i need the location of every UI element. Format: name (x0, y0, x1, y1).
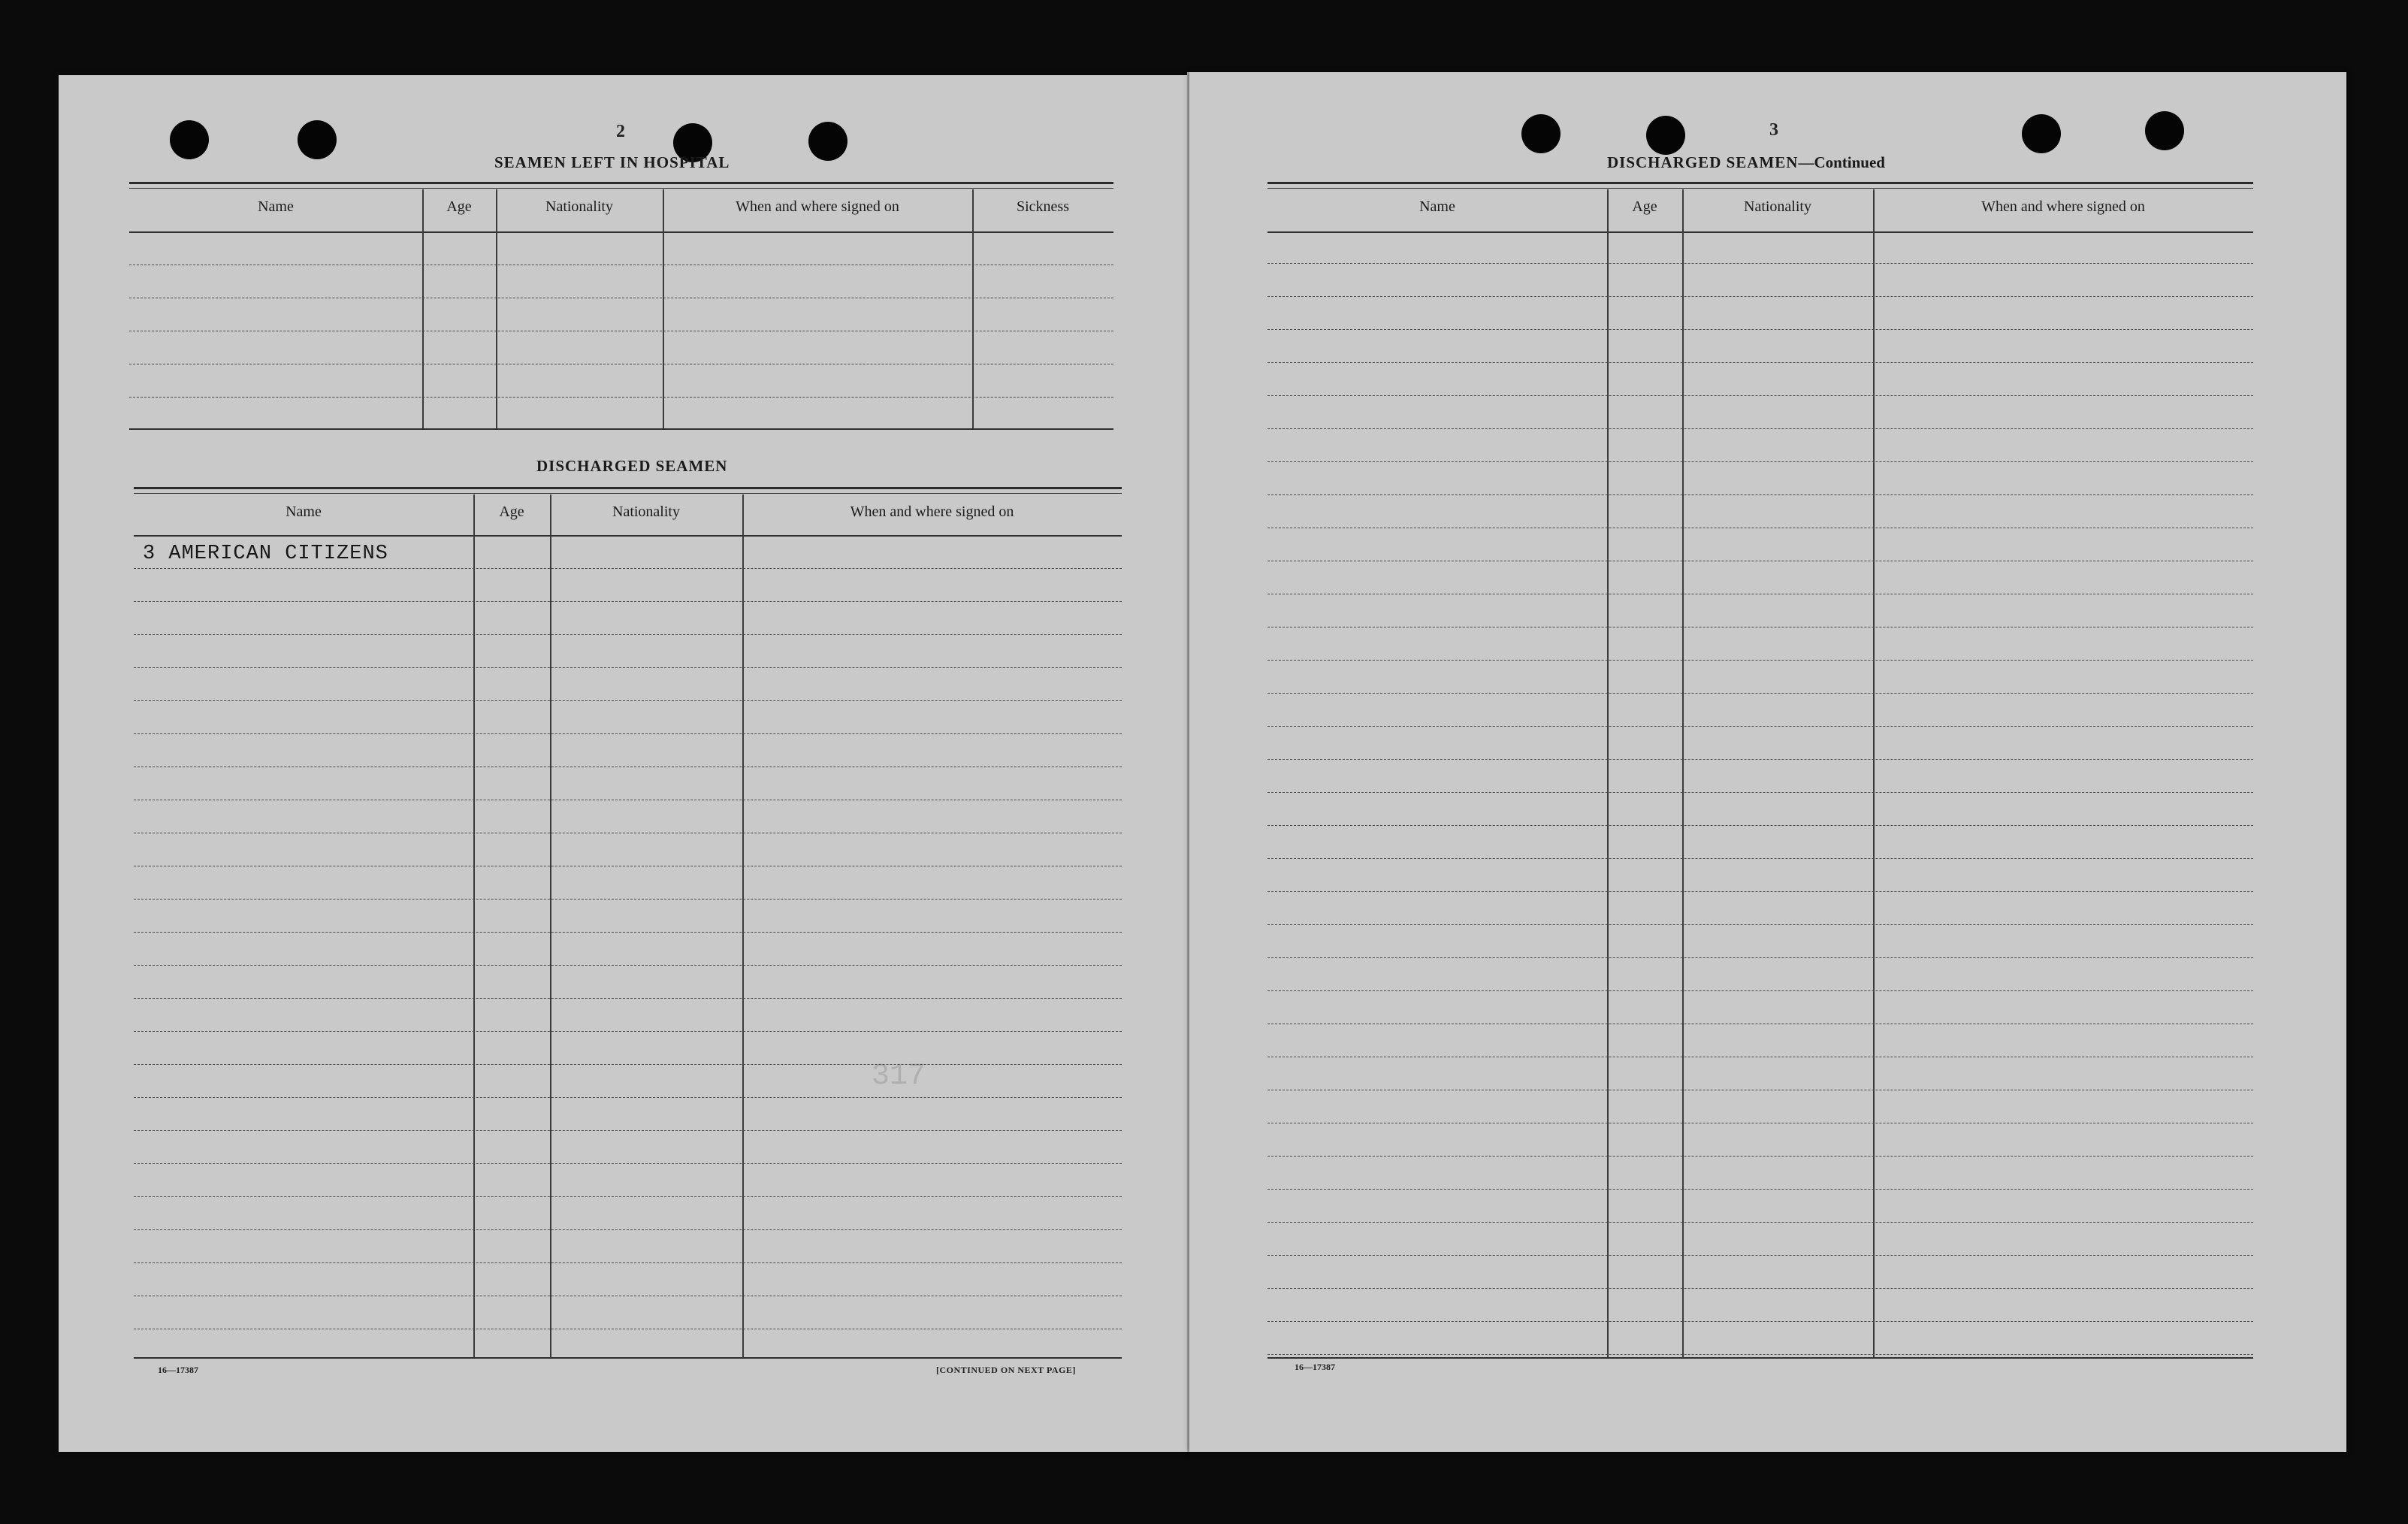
discharged-table (134, 487, 1122, 1359)
page-number: 2 (616, 122, 625, 141)
ruled-row-line (134, 733, 1122, 734)
punch-hole (170, 120, 209, 159)
discharged-continued-table (1267, 182, 2253, 1359)
ruled-row-line (134, 1229, 1122, 1230)
column-header: Nationality (612, 503, 680, 520)
column-header: Age (1632, 198, 1657, 215)
ruled-row-line (1267, 461, 2253, 462)
ruled-row-line (1267, 1321, 2253, 1322)
ruled-row-line (134, 700, 1122, 701)
section-title-main: DISCHARGED SEAMEN (1607, 153, 1799, 171)
punch-hole (1646, 116, 1685, 155)
column-header: Nationality (1744, 198, 1811, 215)
ruled-row-line (134, 1064, 1122, 1065)
ruled-row-line (1267, 1189, 2253, 1190)
form-number: 16—17387 (158, 1365, 198, 1375)
ruled-row-line (1267, 693, 2253, 694)
form-number: 16—17387 (1295, 1362, 1335, 1372)
ruled-row-line (134, 965, 1122, 966)
ruled-row-line (1267, 296, 2253, 297)
ruled-row-line (134, 568, 1122, 569)
ruled-row-line (134, 932, 1122, 933)
punch-hole (298, 120, 337, 159)
ruled-row-line (134, 1130, 1122, 1131)
section-title-discharged-continued (1607, 153, 1885, 172)
column-header: Nationality (545, 198, 613, 215)
left-page (59, 75, 1189, 1452)
ruled-row-line (1267, 494, 2253, 495)
ruled-row-line (1267, 428, 2253, 429)
ruled-row-line (1267, 395, 2253, 396)
table-bottom-rule (134, 1357, 1122, 1359)
ruled-row-line (1267, 924, 2253, 925)
column-header: Name (286, 503, 322, 520)
right-page (1189, 72, 2346, 1452)
ruled-row-line (1267, 825, 2253, 826)
column-header: Name (1419, 198, 1455, 215)
ruled-row-line (1267, 1156, 2253, 1157)
section-title-suffix: —Continued (1798, 153, 1885, 171)
column-header: When and where signed on (1981, 198, 2145, 215)
discharged-entry-name: 3 AMERICAN CITIZENS (143, 543, 388, 565)
column-header: When and where signed on (736, 198, 899, 215)
ruled-row-line (134, 634, 1122, 635)
ruled-row-line (134, 1262, 1122, 1263)
ruled-row-line (1267, 362, 2253, 363)
ruled-row-line (1267, 891, 2253, 892)
ruled-row-line (134, 1031, 1122, 1032)
punch-hole (808, 122, 847, 161)
ruled-row-line (1267, 990, 2253, 991)
ruled-row-line (1267, 759, 2253, 760)
ruled-row-line (134, 1163, 1122, 1164)
ruled-row-line (1267, 726, 2253, 727)
column-header: Sickness (1017, 198, 1069, 215)
punch-hole (2145, 111, 2184, 150)
ruled-row-line (1267, 792, 2253, 793)
column-header: Age (446, 198, 472, 215)
ruled-row-line (1267, 1255, 2253, 1256)
ruled-row-line (134, 601, 1122, 602)
punch-hole (2022, 114, 2061, 153)
ruled-row-line (1267, 263, 2253, 264)
stamp-impression: 317 (872, 1060, 926, 1093)
ruled-row-line (1267, 858, 2253, 859)
ruled-row-line (1267, 1288, 2253, 1289)
ruled-row-line (134, 667, 1122, 668)
table-bottom-rule (1267, 1357, 2253, 1359)
column-header: Name (258, 198, 294, 215)
column-header: When and where signed on (850, 503, 1014, 520)
ruled-row-line (134, 998, 1122, 999)
page-number: 3 (1769, 120, 1778, 140)
ruled-row-line (134, 1097, 1122, 1098)
ruled-row-line (1267, 660, 2253, 661)
ruled-row-line (1267, 1222, 2253, 1223)
continued-note: [CONTINUED ON NEXT PAGE] (936, 1365, 1076, 1375)
ruled-row-line (134, 899, 1122, 900)
column-header: Age (499, 503, 524, 520)
section-title-discharged: DISCHARGED SEAMEN (536, 457, 728, 475)
ruled-row-line (1267, 1354, 2253, 1355)
punch-hole (1521, 114, 1561, 153)
ruled-row-line (1267, 957, 2253, 958)
ruled-row-line (1267, 329, 2253, 330)
ruled-row-line (134, 1196, 1122, 1197)
section-title-hospital: SEAMEN LEFT IN HOSPITAL (494, 153, 730, 171)
hospital-table (129, 182, 1113, 434)
